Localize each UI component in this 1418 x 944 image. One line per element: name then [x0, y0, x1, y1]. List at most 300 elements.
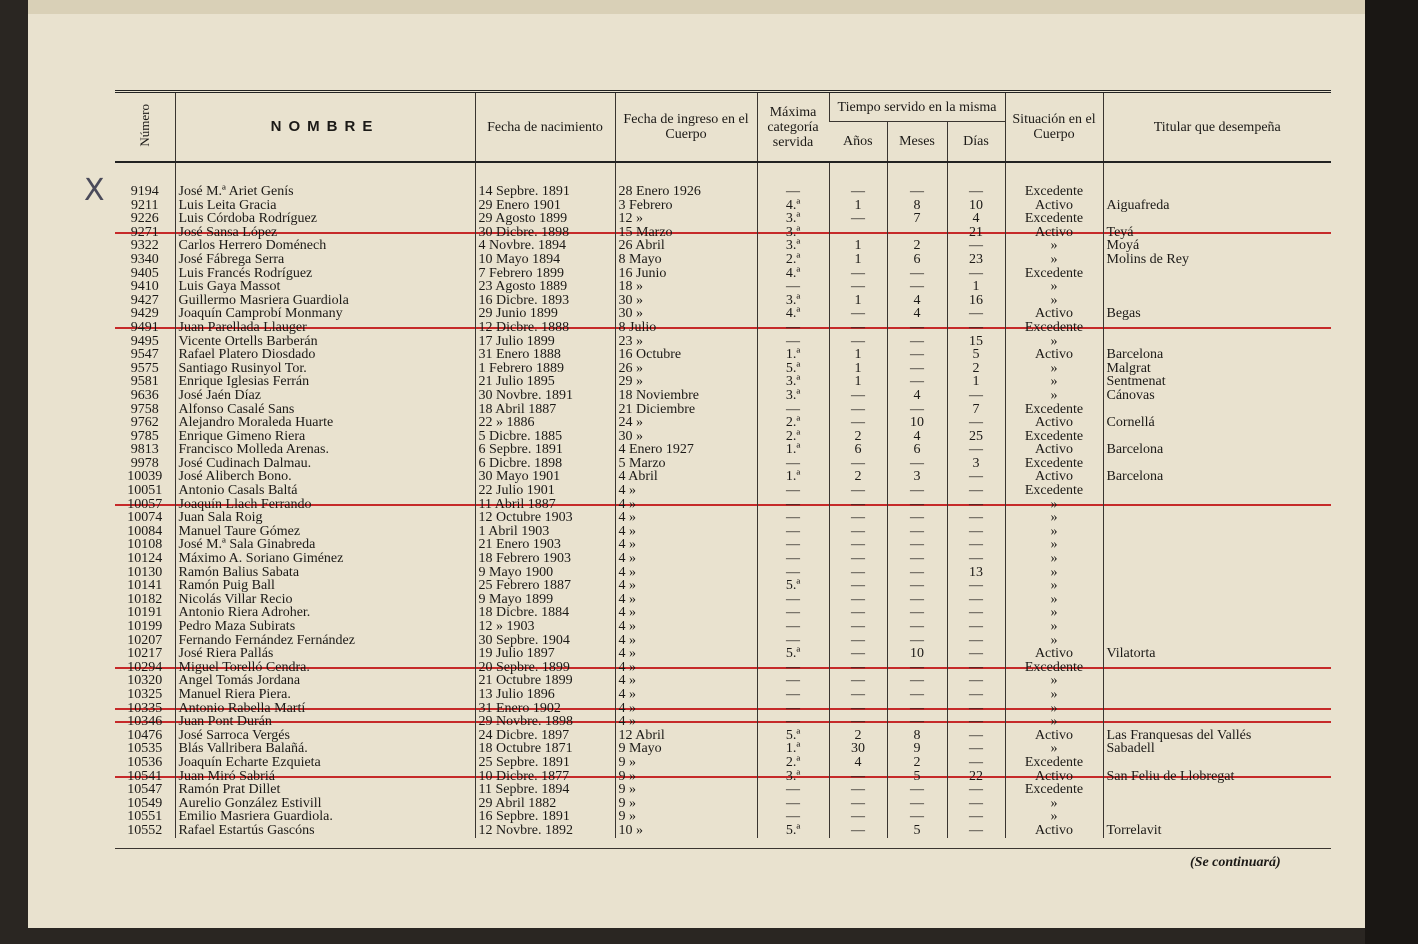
table-row: [115, 253, 1331, 267]
cell-months-served: 4: [887, 294, 947, 308]
table-row: [115, 647, 1331, 661]
cell-months-served: 10: [887, 416, 947, 430]
cell-entry-date: 18 »: [615, 280, 757, 294]
cell-entry-date: 4 »: [615, 715, 757, 729]
cell-titular-post: [1103, 620, 1331, 634]
cell-days-served: —: [947, 756, 1005, 770]
cell-situation: Excedente: [1005, 403, 1103, 417]
cell-entry-date: 15 Marzo: [615, 226, 757, 240]
table-row: [115, 348, 1331, 362]
cell-situation: »: [1005, 389, 1103, 403]
cell-titular-post: [1103, 702, 1331, 716]
cell-entry-date: 4 »: [615, 566, 757, 580]
cell-name: José Riera Pallás: [175, 647, 475, 661]
cell-years-served: —: [829, 783, 887, 797]
cell-name: Alejandro Moraleda Huarte: [175, 416, 475, 430]
cell-months-served: 3: [887, 470, 947, 484]
cell-years-served: —: [829, 634, 887, 648]
cell-name: Angel Tomás Jordana: [175, 674, 475, 688]
cell-birth-date: 29 Enero 1901: [475, 199, 615, 213]
cell-name: Máximo A. Soriano Giménez: [175, 552, 475, 566]
cell-years-served: —: [829, 797, 887, 811]
cell-num: 9636: [130, 388, 159, 403]
cell-months-served: —: [887, 661, 947, 675]
cell-days-served: 22: [947, 770, 1005, 784]
cell-situation: Excedente: [1005, 661, 1103, 675]
book-spine: [1365, 0, 1418, 944]
cell-max-category: 5.ª: [757, 824, 829, 838]
table-row: [115, 416, 1331, 430]
cell-birth-date: 18 Octubre 1871: [475, 742, 615, 756]
table-row: [115, 199, 1331, 213]
cell-birth-date: 10 Dicbre. 1877: [475, 770, 615, 784]
cell-birth-date: 12 Novbre. 1892: [475, 824, 615, 838]
cell-max-category: 4.ª: [757, 199, 829, 213]
cell-situation: Excedente: [1005, 484, 1103, 498]
cell-situation: »: [1005, 702, 1103, 716]
cell-situation: »: [1005, 253, 1103, 267]
table-row: [115, 702, 1331, 716]
cell-years-served: —: [829, 498, 887, 512]
cell-months-served: 4: [887, 307, 947, 321]
cell-num: 9429: [130, 307, 159, 321]
table-row: [115, 593, 1331, 607]
cell-num: 10547: [127, 783, 163, 797]
cell-num: 9758: [130, 402, 159, 417]
cell-years-served: —: [829, 185, 887, 199]
cell-situation: Activo: [1005, 824, 1103, 838]
cell-birth-date: 19 Julio 1897: [475, 647, 615, 661]
cell-name: Rafael Platero Diosdado: [175, 348, 475, 362]
cell-days-served: 10: [947, 199, 1005, 213]
cell-birth-date: 4 Novbre. 1894: [475, 239, 615, 253]
cell-titular-post: [1103, 321, 1331, 335]
cell-situation: »: [1005, 674, 1103, 688]
cell-years-served: —: [829, 824, 887, 838]
cell-name: Antonio Casals Baltá: [175, 484, 475, 498]
cell-years-served: —: [829, 212, 887, 226]
table-row: [115, 661, 1331, 675]
cell-num: 9813: [130, 443, 159, 457]
cell-name: José Fábrega Serra: [175, 253, 475, 267]
cell-days-served: —: [947, 661, 1005, 675]
cell-name: Juan Parellada Llauger: [175, 321, 475, 335]
cell-max-category: —: [757, 457, 829, 471]
cell-max-category: —: [757, 783, 829, 797]
cell-titular-post: Moyá: [1103, 239, 1331, 253]
cell-titular-post: Vilatorta: [1103, 647, 1331, 661]
cell-name: Joaquín Llach Ferrando: [175, 498, 475, 512]
cell-name: José Sansa López: [175, 226, 475, 240]
cell-years-served: 1: [829, 199, 887, 213]
cell-years-served: —: [829, 579, 887, 593]
cell-days-served: 13: [947, 566, 1005, 580]
cell-days-served: —: [947, 729, 1005, 743]
cell-name: Juan Pont Durán: [175, 715, 475, 729]
cell-titular-post: [1103, 484, 1331, 498]
cell-entry-date: 16 Junio: [615, 267, 757, 281]
cell-years-served: 1: [829, 294, 887, 308]
cell-days-served: —: [947, 552, 1005, 566]
header-situacion: Situación en el Cuerpo: [1005, 92, 1103, 163]
cell-entry-date: 4 Enero 1927: [615, 443, 757, 457]
cell-birth-date: 12 Dicbre. 1888: [475, 321, 615, 335]
cell-birth-date: 9 Mayo 1899: [475, 593, 615, 607]
cell-situation: »: [1005, 538, 1103, 552]
cell-months-served: —: [887, 606, 947, 620]
cell-days-served: —: [947, 593, 1005, 607]
cell-num: 9271: [115, 226, 175, 240]
cell-years-served: —: [829, 267, 887, 281]
cell-months-served: —: [887, 702, 947, 716]
cell-max-category: 4.ª: [757, 267, 829, 281]
cell-num: 9495: [130, 334, 159, 349]
cell-months-served: 4: [887, 430, 947, 444]
cell-days-served: 21: [947, 226, 1005, 240]
cell-months-served: —: [887, 362, 947, 376]
table-row: [115, 579, 1331, 593]
cell-titular-post: Teyá: [1103, 226, 1331, 240]
cell-num: 10141: [127, 579, 163, 593]
cell-max-category: —: [757, 634, 829, 648]
cell-entry-date: 28 Enero 1926: [615, 185, 757, 199]
cell-entry-date: 26 Abril: [615, 239, 757, 253]
cell-months-served: 7: [887, 212, 947, 226]
cell-name: Ramón Balius Sabata: [175, 566, 475, 580]
cell-situation: »: [1005, 634, 1103, 648]
cell-situation: »: [1005, 552, 1103, 566]
cell-max-category: 5.ª: [757, 647, 829, 661]
margin-mark: X: [84, 173, 105, 208]
cell-titular-post: [1103, 797, 1331, 811]
cell-entry-date: 23 »: [615, 335, 757, 349]
cell-months-served: 6: [887, 443, 947, 457]
cell-months-served: —: [887, 525, 947, 539]
table-body: [115, 162, 1331, 838]
cell-years-served: —: [829, 525, 887, 539]
cell-num: 10476: [127, 728, 163, 743]
cell-months-served: —: [887, 593, 947, 607]
cell-situation: Activo: [1005, 443, 1103, 457]
cell-max-category: —: [757, 797, 829, 811]
cell-years-served: 1: [829, 362, 887, 376]
cell-situation: Activo: [1005, 307, 1103, 321]
cell-months-served: —: [887, 321, 947, 335]
cell-entry-date: 9 »: [615, 756, 757, 770]
cell-num: 10199: [127, 620, 163, 634]
cell-titular-post: [1103, 661, 1331, 675]
cell-years-served: —: [829, 593, 887, 607]
cell-entry-date: 16 Octubre: [615, 348, 757, 362]
cell-num: 10535: [127, 742, 163, 756]
table-row: [115, 742, 1331, 756]
cell-max-category: —: [757, 403, 829, 417]
cell-max-category: —: [757, 321, 829, 335]
cell-num: 9405: [130, 266, 159, 281]
cell-num: 10039: [127, 470, 163, 485]
cell-situation: Excedente: [1005, 321, 1103, 335]
cell-entry-date: 4 »: [615, 634, 757, 648]
cell-num: 9762: [130, 416, 159, 430]
cell-titular-post: [1103, 185, 1331, 199]
cell-titular-post: San Feliu de Llobregat: [1103, 770, 1331, 784]
table-row: [115, 267, 1331, 281]
table-row: [115, 620, 1331, 634]
cell-titular-post: [1103, 593, 1331, 607]
cell-name: Antonio Riera Adroher.: [175, 606, 475, 620]
cell-num: 10552: [127, 823, 163, 838]
cell-entry-date: 9 »: [615, 770, 757, 784]
cell-days-served: —: [947, 443, 1005, 457]
cell-birth-date: 17 Julio 1899: [475, 335, 615, 349]
cell-birth-date: 23 Agosto 1889: [475, 280, 615, 294]
cell-birth-date: 6 Dicbre. 1898: [475, 457, 615, 471]
table-row: [115, 362, 1331, 376]
cell-max-category: 3.ª: [757, 375, 829, 389]
table-row: [115, 185, 1331, 199]
cell-birth-date: 22 Julio 1901: [475, 484, 615, 498]
cell-num: 9427: [130, 293, 159, 308]
cell-birth-date: 11 Abril 1887: [475, 498, 615, 512]
cell-name: Fernando Fernández Fernández: [175, 634, 475, 648]
cell-entry-date: 5 Marzo: [615, 457, 757, 471]
cell-num: 9340: [130, 252, 159, 267]
cell-name: Pedro Maza Subirats: [175, 620, 475, 634]
cell-entry-date: 4 »: [615, 647, 757, 661]
table-row: [115, 443, 1331, 457]
cell-birth-date: 31 Enero 1888: [475, 348, 615, 362]
cell-days-served: 2: [947, 362, 1005, 376]
cell-entry-date: 4 »: [615, 579, 757, 593]
cell-max-category: —: [757, 606, 829, 620]
cell-num: 10549: [127, 796, 163, 811]
cell-situation: »: [1005, 593, 1103, 607]
cell-entry-date: 8 Mayo: [615, 253, 757, 267]
table-row: [115, 552, 1331, 566]
cell-situation: Activo: [1005, 729, 1103, 743]
header-fecha-ingreso: Fecha de ingreso en el Cuerpo: [615, 92, 757, 163]
cell-entry-date: 9 Mayo: [615, 742, 757, 756]
cell-max-category: 3.ª: [757, 389, 829, 403]
cell-situation: Excedente: [1005, 756, 1103, 770]
cell-months-served: —: [887, 538, 947, 552]
cell-titular-post: Barcelona: [1103, 470, 1331, 484]
cell-situation: »: [1005, 742, 1103, 756]
cell-situation: »: [1005, 294, 1103, 308]
cell-num: 10074: [127, 511, 163, 525]
cell-years-served: —: [829, 620, 887, 634]
cell-birth-date: 7 Febrero 1899: [475, 267, 615, 281]
cell-name: Santiago Rusinyol Tor.: [175, 362, 475, 376]
cell-days-served: —: [947, 715, 1005, 729]
table-row: [115, 498, 1331, 512]
cell-titular-post: [1103, 294, 1331, 308]
cell-titular-post: [1103, 634, 1331, 648]
cell-months-served: —: [887, 674, 947, 688]
cell-max-category: 5.ª: [757, 579, 829, 593]
cell-titular-post: [1103, 212, 1331, 226]
cell-entry-date: 4 »: [615, 606, 757, 620]
cell-situation: »: [1005, 579, 1103, 593]
cell-days-served: —: [947, 688, 1005, 702]
cell-birth-date: 29 Junio 1899: [475, 307, 615, 321]
cell-days-served: —: [947, 702, 1005, 716]
cell-max-category: 3.ª: [757, 212, 829, 226]
cell-birth-date: 30 Mayo 1901: [475, 470, 615, 484]
cell-years-served: —: [829, 538, 887, 552]
cell-months-served: —: [887, 552, 947, 566]
cell-name: Guillermo Masriera Guardiola: [175, 294, 475, 308]
cell-num: 9194: [130, 185, 159, 199]
personnel-register-table: [115, 90, 1331, 838]
cell-months-served: —: [887, 579, 947, 593]
cell-situation: »: [1005, 335, 1103, 349]
cell-years-served: —: [829, 566, 887, 580]
cell-name: Joaquín Camprobí Monmany: [175, 307, 475, 321]
cell-birth-date: 30 Sepbre. 1904: [475, 634, 615, 648]
cell-months-served: 8: [887, 729, 947, 743]
cell-max-category: 4.ª: [757, 307, 829, 321]
cell-years-served: 2: [829, 430, 887, 444]
cell-titular-post: [1103, 280, 1331, 294]
cell-entry-date: 12 Abril: [615, 729, 757, 743]
cell-titular-post: [1103, 511, 1331, 525]
cell-birth-date: 18 Abril 1887: [475, 403, 615, 417]
cell-days-served: —: [947, 307, 1005, 321]
cell-months-served: —: [887, 403, 947, 417]
cell-max-category: 2.ª: [757, 430, 829, 444]
cell-num: 9581: [130, 375, 159, 389]
cell-birth-date: 14 Sepbre. 1891: [475, 185, 615, 199]
cell-max-category: —: [757, 715, 829, 729]
cell-num: 10191: [127, 606, 163, 620]
header-nombre: NOMBRE: [175, 92, 475, 163]
cell-name: Luis Gaya Massot: [175, 280, 475, 294]
cell-years-served: —: [829, 715, 887, 729]
cell-num: 9226: [130, 212, 159, 226]
cell-num: 9491: [115, 321, 175, 335]
cell-name: Ramón Prat Dillet: [175, 783, 475, 797]
cell-max-category: —: [757, 661, 829, 675]
cell-years-served: [829, 226, 887, 240]
cell-months-served: 5: [887, 770, 947, 784]
table-row: [115, 294, 1331, 308]
cell-titular-post: Cornellá: [1103, 416, 1331, 430]
cell-years-served: —: [829, 770, 887, 784]
cell-titular-post: [1103, 579, 1331, 593]
cell-days-served: —: [947, 783, 1005, 797]
cell-name: José Cudinach Dalmau.: [175, 457, 475, 471]
cell-months-served: —: [887, 280, 947, 294]
cell-days-served: 25: [947, 430, 1005, 444]
cell-months-served: 6: [887, 253, 947, 267]
cell-situation: »: [1005, 715, 1103, 729]
cell-birth-date: 1 Febrero 1889: [475, 362, 615, 376]
cell-max-category: 1.ª: [757, 443, 829, 457]
cell-entry-date: 4 »: [615, 661, 757, 675]
cell-max-category: 1.ª: [757, 742, 829, 756]
table-row: [115, 688, 1331, 702]
cell-days-served: 23: [947, 253, 1005, 267]
table-row: [115, 430, 1331, 444]
cell-birth-date: 10 Mayo 1894: [475, 253, 615, 267]
cell-days-served: 1: [947, 280, 1005, 294]
cell-max-category: —: [757, 498, 829, 512]
cell-birth-date: 12 Octubre 1903: [475, 511, 615, 525]
cell-max-category: —: [757, 538, 829, 552]
cell-situation: »: [1005, 688, 1103, 702]
cell-days-served: —: [947, 239, 1005, 253]
cell-titular-post: [1103, 457, 1331, 471]
table-row: [115, 457, 1331, 471]
cell-titular-post: [1103, 525, 1331, 539]
cell-situation: »: [1005, 239, 1103, 253]
table-spacer-row: [115, 162, 1331, 185]
table-row: [115, 729, 1331, 743]
cell-entry-date: 4 »: [615, 702, 757, 716]
cell-titular-post: [1103, 674, 1331, 688]
cell-max-category: —: [757, 702, 829, 716]
cell-days-served: —: [947, 824, 1005, 838]
cell-max-category: —: [757, 511, 829, 525]
cell-years-served: —: [829, 674, 887, 688]
cell-birth-date: 21 Enero 1903: [475, 538, 615, 552]
cell-name: Luis Leita Gracia: [175, 199, 475, 213]
cell-months-served: —: [887, 783, 947, 797]
cell-titular-post: Molins de Rey: [1103, 253, 1331, 267]
cell-max-category: 5.ª: [757, 362, 829, 376]
cell-name: Francisco Molleda Arenas.: [175, 443, 475, 457]
cell-months-served: —: [887, 715, 947, 729]
cell-situation: »: [1005, 620, 1103, 634]
header-anos: Años: [829, 122, 887, 162]
cell-birth-date: 20 Sepbre. 1899: [475, 661, 615, 675]
cell-num: 10124: [127, 552, 163, 566]
cell-months-served: —: [887, 335, 947, 349]
cell-days-served: 3: [947, 457, 1005, 471]
cell-name: José M.ª Ariet Genís: [175, 185, 475, 199]
cell-months-served: —: [887, 348, 947, 362]
cell-situation: »: [1005, 566, 1103, 580]
cell-years-served: 30: [829, 742, 887, 756]
cell-max-category: 3.ª: [757, 226, 829, 240]
cell-entry-date: 4 »: [615, 484, 757, 498]
cell-entry-date: 4 »: [615, 498, 757, 512]
cell-titular-post: Sabadell: [1103, 742, 1331, 756]
cell-years-served: 1: [829, 253, 887, 267]
cell-birth-date: 25 Febrero 1887: [475, 579, 615, 593]
cell-entry-date: 30 »: [615, 430, 757, 444]
cell-days-served: 1: [947, 375, 1005, 389]
cell-days-served: —: [947, 538, 1005, 552]
cell-years-served: —: [829, 552, 887, 566]
cell-name: Alfonso Casalé Sans: [175, 403, 475, 417]
cell-name: Emilio Masriera Guardiola.: [175, 810, 475, 824]
cell-birth-date: 29 Agosto 1899: [475, 212, 615, 226]
cell-years-served: —: [829, 307, 887, 321]
cell-max-category: —: [757, 810, 829, 824]
table-row: [115, 566, 1331, 580]
cell-birth-date: 21 Julio 1895: [475, 375, 615, 389]
cell-birth-date: 25 Sepbre. 1891: [475, 756, 615, 770]
cell-entry-date: 12 »: [615, 212, 757, 226]
cell-years-served: —: [829, 321, 887, 335]
table-row: [115, 239, 1331, 253]
cell-days-served: —: [947, 525, 1005, 539]
cell-years-served: 1: [829, 375, 887, 389]
cell-titular-post: [1103, 267, 1331, 281]
cell-max-category: —: [757, 185, 829, 199]
